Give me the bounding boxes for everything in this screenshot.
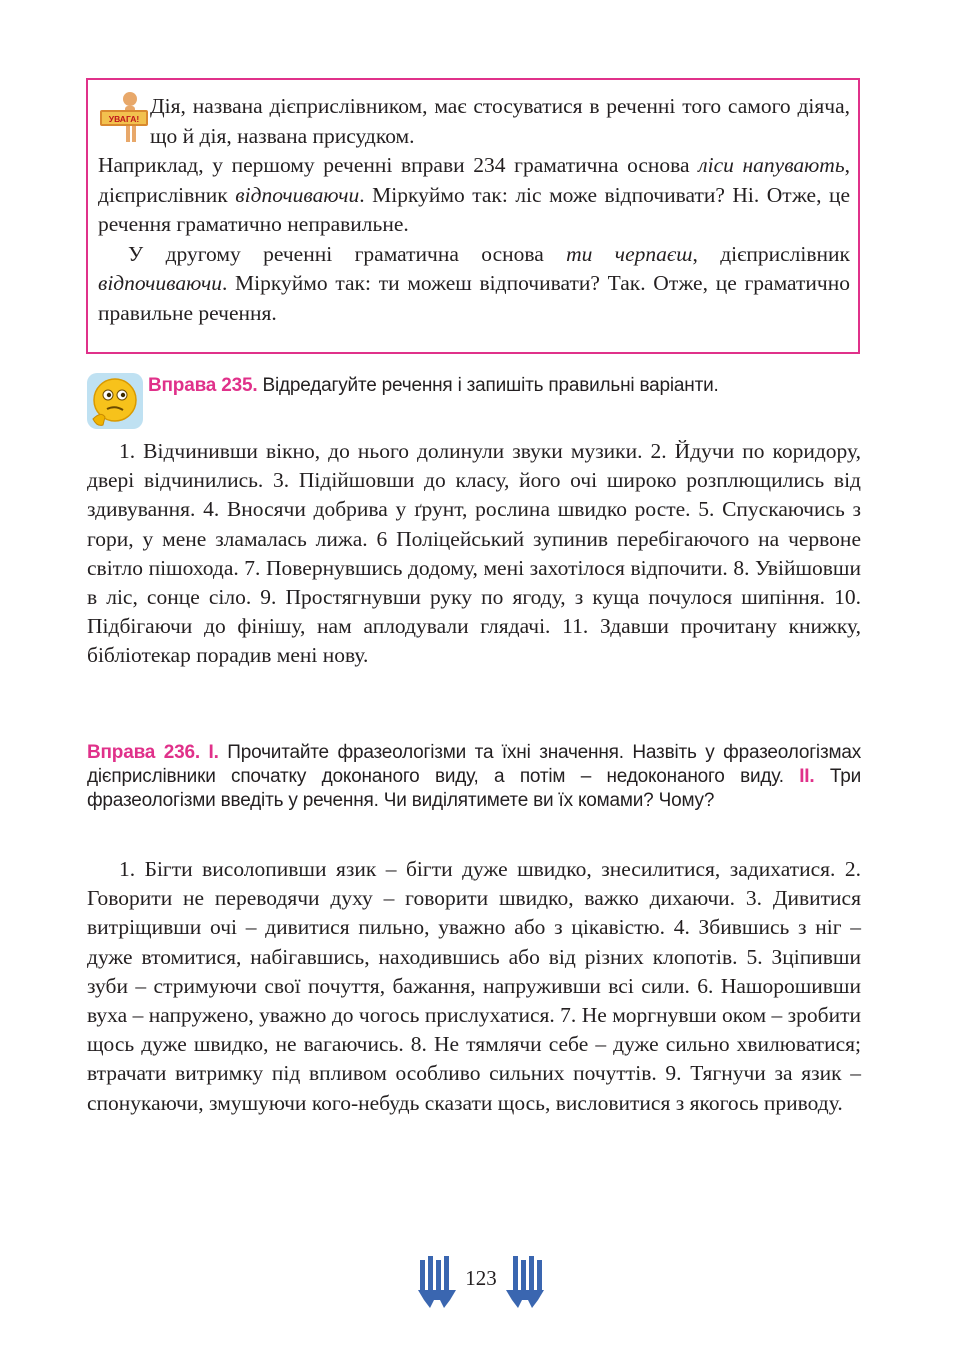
exercise-236-instruction-1: Прочитайте фразеологізми та їхні значення. Назвіть у фразеологізмах дієприслівники спочатку доконаного виду, а потім – недоконаного виду.: [87, 742, 861, 787]
uvaga-label: УВАГА!: [108, 114, 140, 124]
ukrainian-ornament-icon: [504, 1256, 546, 1308]
exercise-236-label: Вправа 236.: [87, 742, 200, 763]
exercise-236-heading: Вправа 236. I. Прочитайте фразеологізми та їхні значення. Назвіть у фразеологізмах дієприслівники спочатку доконаного виду, а потім – недоконаного виду. II. Три фразеологізми введіть у речення. Чи виділятимете ви їх комами? Чому?: [87, 742, 861, 811]
page-number: 123: [465, 1266, 497, 1290]
note-rule: Дія, названа дієприслівником, має стосуватися в реченні того самого діяча, що й дія, названа присудком.: [150, 94, 850, 148]
attention-text: [98, 92, 850, 328]
exercise-236-idioms: 1. Бігти висолопивши язик – бігти дуже швидко, знесилитися, задихатися. 2. Говорити не переводячи духу – говорити швидко, важко дихаючи. 3. Дивитися витріщивши очі – дивитися пильно, уважно або з цікавістю. 4. Збившись з ніг – дуже втомитися, набігавшись, находившись або від різних клопотів. 5. Зціпивши зуби – стримуючи свої почуття, бажання, напруживши всі сили. 6. Нашорошивши вуха – напружено, уважно до чогось прислухатися. 7. Не моргнувши оком – зробити щось дуже швидко, не вагаючись. 8. Не тямлячи себе – дуже сильно хвилюватися; втрачати витримку під впливом особливо сильних почуттів. 9. Тягнучи за язик – спонукаючи, змушуючи кого-небудь сказати щось, висловитися з якогось приводу.: [87, 857, 861, 1115]
attention-box: [86, 78, 860, 354]
exercise-236-instruction-2: Три фразеологізми введіть у речення. Чи виділятимете ви їх комами? Чому?: [87, 766, 861, 811]
note-example-1: Наприклад, у першому реченні вправи 234 граматична основа ліси напувають, дієприслівник відпочиваючи. Міркуймо так: ліс може відпочивати? Ні. Отже, це речення граматично неправильне.: [98, 153, 850, 236]
page-footer: [416, 1256, 546, 1316]
exercise-235-text: [87, 437, 861, 671]
exercise-236-text: [87, 855, 861, 1118]
thinking-face-icon: [87, 373, 143, 429]
exercise-235-instruction: Відредагуйте речення і запишіть правильні варіанти.: [257, 375, 719, 396]
exercise-235-sentences: 1. Відчинивши вікно, до нього долинули звуки музики. 2. Йдучи по коридору, двері відчинились. 3. Підійшовши до класу, його очі широко розплющились від здивування. 4. Вносячи добрива у ґрунт, рослина швидко росте. 5. Спускаючись з гори, у мене зламалась лижа. 6 Поліцейський зупинив перебігаючого на червоне світло пішохода. 7. Повернувшись додому, мені захотілося відпочити. 8. Увійшовши в ліс, сонце сіло. 9. Простягнувши руку по ягоду, з куща почулося шипіння. 10. Підбігаючи до фінішу, нам аплодували глядачі. 11. Здавши прочитану книжку, бібліотекар порадив мені нову.: [87, 439, 861, 668]
note-example-2: У другому реченні граматична основа ти черпаєш, дієприслівник відпочиваючи. Міркуймо так: ти можеш відпочивати? Так. Отже, це граматично правильне речення.: [98, 241, 850, 325]
exercise-235-heading: [148, 374, 860, 398]
exercise-235-label: Вправа 235.: [148, 375, 258, 396]
